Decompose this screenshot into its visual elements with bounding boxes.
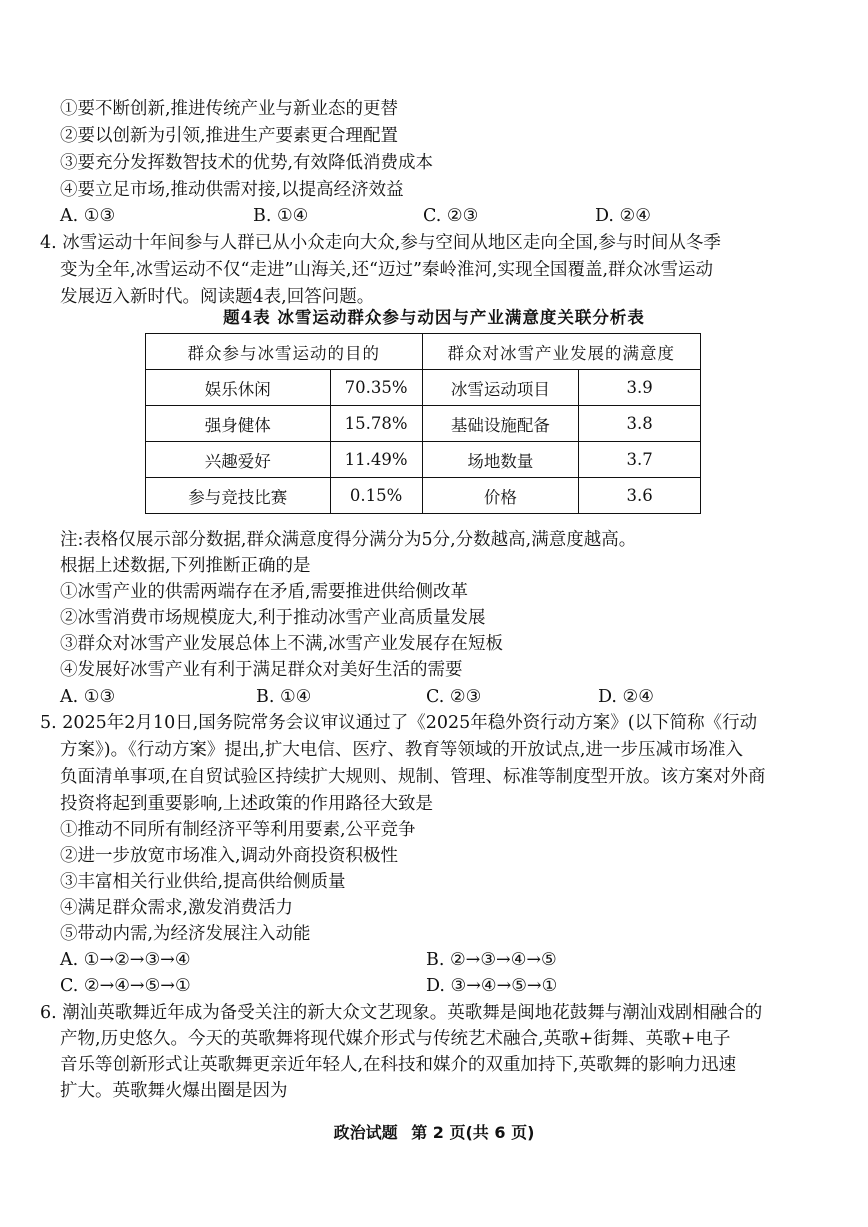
q6-stem-line-4: 扩大。英歌舞火爆出圈是因为 — [60, 1081, 288, 1101]
q5-option-a[interactable]: A. ①→②→③→④ — [60, 950, 191, 970]
q4-option-c[interactable]: C. ②③ — [426, 687, 482, 707]
q4-statement-1: ①冰雪产业的供需两端存在矛盾,需要推进供给侧改革 — [60, 582, 469, 602]
q6-stem-line-3: 音乐等创新形式让英歌舞更亲近年轻人,在科技和媒介的双重加持下,英歌舞的影响力迅速 — [60, 1055, 737, 1075]
table-cell: 冰雪运动项目 — [422, 370, 579, 406]
q4-option-b[interactable]: B. ①④ — [256, 687, 312, 707]
table-row — [146, 370, 701, 406]
q3-option-a[interactable]: A. ①③ — [60, 206, 116, 226]
table-cell: 15.78% — [330, 406, 422, 442]
table-note: 注:表格仅展示部分数据,群众满意度得分满分为5分,分数越高,满意度越高。 — [60, 530, 637, 550]
q5-statement-3: ③丰富相关行业供给,提高供给侧质量 — [60, 872, 346, 892]
q3-statement-1: ①要不断创新,推进传统产业与新业态的更替 — [60, 99, 399, 119]
table-cell: 3.8 — [579, 406, 701, 442]
q3-statement-3: ③要充分发挥数智技术的优势,有效降低消费成本 — [60, 153, 434, 173]
q5-option-b[interactable]: B. ②→③→④→⑤ — [426, 950, 557, 970]
table-cell: 参与竞技比赛 — [146, 478, 331, 514]
table-cell: 3.7 — [579, 442, 701, 478]
q5-statement-1: ①推动不同所有制经济平等利用要素,公平竞争 — [60, 820, 416, 840]
table-cell: 70.35% — [330, 370, 422, 406]
q6-stem-line-1: 6. 潮汕英歌舞近年成为备受关注的新大众文艺现象。英歌舞是闽地花鼓舞与潮汕戏剧相融合的 — [40, 1003, 763, 1023]
q5-statement-4: ④满足群众需求,激发消费活力 — [60, 898, 294, 918]
q3-options — [60, 203, 820, 229]
table-cell: 0.15% — [330, 478, 422, 514]
q4-statement-3: ③群众对冰雪产业发展总体上不满,冰雪产业发展存在短板 — [60, 634, 504, 654]
q3-option-c[interactable]: C. ②③ — [423, 206, 479, 226]
q3-statement-2: ②要以创新为引领,推进生产要素更合理配置 — [60, 126, 399, 146]
q4-option-a[interactable]: A. ①③ — [60, 687, 116, 707]
table-cell: 3.9 — [579, 370, 701, 406]
table-cell: 基础设施配备 — [422, 406, 579, 442]
q3-option-d[interactable]: D. ②④ — [595, 206, 651, 226]
q5-statement-2: ②进一步放宽市场准入,调动外商投资积极性 — [60, 846, 399, 866]
table-cell: 兴趣爱好 — [146, 442, 331, 478]
table-cell: 3.6 — [579, 478, 701, 514]
survey-table — [145, 333, 701, 514]
table-header-row — [146, 334, 701, 370]
q5-stem-line-1: 5. 2025年2月10日,国务院常务会议审议通过了《2025年稳外资行动方案》(以下简称《行动 — [40, 713, 758, 733]
q4-statement-4: ④发展好冰雪产业有利于满足群众对美好生活的需要 — [60, 660, 463, 680]
q3-option-b[interactable]: B. ①④ — [253, 206, 309, 226]
q4-options — [60, 684, 820, 710]
table-row — [146, 442, 701, 478]
page-footer — [0, 1120, 868, 1143]
table-row — [146, 478, 701, 514]
q5-stem-line-4: 投资将起到重要影响,上述政策的作用路径大致是 — [60, 794, 434, 814]
q4-stem-line-3: 发展迈入新时代。阅读题4表,回答问题。 — [60, 287, 375, 307]
table-cell: 强身健体 — [146, 406, 331, 442]
table-cell: 11.49% — [330, 442, 422, 478]
q6-stem-line-2: 产物,历史悠久。今天的英歌舞将现代媒介形式与传统艺术融合,英歌+街舞、英歌+电子 — [60, 1029, 731, 1049]
q4-statement-2: ②冰雪消费市场规模庞大,利于推动冰雪产业高质量发展 — [60, 608, 486, 628]
footer-subject: 政治试题 — [333, 1123, 398, 1142]
table-cell: 娱乐休闲 — [146, 370, 331, 406]
footer-page-number: 第 2 页(共 6 页) — [411, 1123, 535, 1142]
table-header-purpose: 群众参与冰雪运动的目的 — [146, 334, 423, 370]
q5-options-row-1 — [60, 947, 820, 973]
q4-question: 根据上述数据,下列推断正确的是 — [60, 556, 311, 576]
q4-option-d[interactable]: D. ②④ — [598, 687, 654, 707]
q4-stem-line-2: 变为全年,冰雪运动不仅“走进”山海关,还“迈过”秦岭淮河,实现全国覆盖,群众冰雪运动 — [60, 260, 714, 280]
q3-statement-4: ④要立足市场,推动供需对接,以提高经济效益 — [60, 180, 404, 200]
q5-statement-5: ⑤带动内需,为经济发展注入动能 — [60, 924, 311, 944]
table-cell: 价格 — [422, 478, 579, 514]
table-header-satisfaction: 群众对冰雪产业发展的满意度 — [422, 334, 700, 370]
q5-options-row-2 — [60, 973, 820, 999]
q5-option-c[interactable]: C. ②→④→⑤→① — [60, 976, 191, 996]
table-title: 题4表 冰雪运动群众参与动因与产业满意度关联分析表 — [223, 308, 645, 327]
q5-stem-line-3: 负面清单事项,在自贸试验区持续扩大规则、规制、管理、标准等制度型开放。该方案对外商 — [60, 767, 766, 787]
q5-stem-line-2: 方案》)。《行动方案》提出,扩大电信、医疗、教育等领域的开放试点,进一步压减市场准入 — [60, 740, 743, 760]
q5-option-d[interactable]: D. ③→④→⑤→① — [426, 976, 558, 996]
q4-stem-line-1: 4. 冰雪运动十年间参与人群已从小众走向大众,参与空间从地区走向全国,参与时间从冬季 — [40, 233, 721, 253]
table-row — [146, 406, 701, 442]
table-cell: 场地数量 — [422, 442, 579, 478]
